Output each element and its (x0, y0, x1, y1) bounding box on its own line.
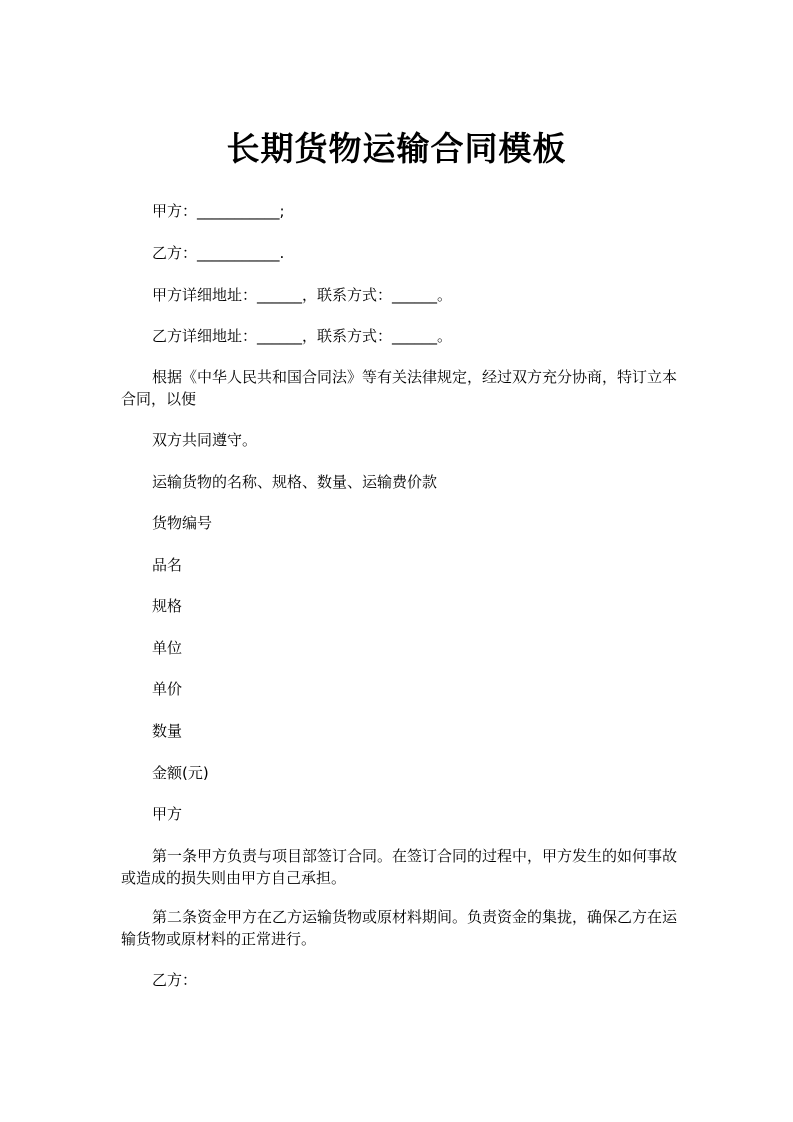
article-one: 第一条甲方负责与项目部签订合同。在签订合同的过程中，甲方发生的如何事故或造成的损失则由甲方自己承担。 (121, 847, 678, 887)
party-a-address-line: 甲方详细地址：______，联系方式：______。 (152, 286, 453, 304)
article-two: 第二条资金甲方在乙方运输货物或原材料期间。负责资金的集拢，确保乙方在运输货物或原材料的正常进行。 (121, 908, 678, 948)
party-a-heading: 甲方 (152, 805, 183, 823)
party-b-line: 乙方：___________. (152, 244, 285, 262)
field-unit-price: 单价 (152, 680, 183, 698)
party-a-line: 甲方：___________; (152, 202, 285, 220)
field-unit: 单位 (152, 639, 183, 657)
field-product-name: 品名 (152, 556, 183, 574)
field-quantity: 数量 (152, 722, 183, 740)
document-title: 长期货物运输合同模板 (226, 129, 567, 168)
field-goods-number: 货物编号 (152, 514, 213, 532)
preamble-continuation: 双方共同遵守。 (152, 431, 258, 449)
party-b-address-line: 乙方详细地址：______，联系方式：______。 (152, 327, 453, 345)
preamble-paragraph: 根据《中华人民共和国合同法》等有关法律规定，经过双方充分协商，特订立本合同，以便 (121, 368, 678, 408)
party-b-heading: 乙方： (152, 971, 198, 989)
goods-heading: 运输货物的名称、规格、数量、运输费价款 (152, 473, 438, 491)
field-amount: 金额(元) (152, 764, 209, 782)
field-specification: 规格 (152, 597, 183, 615)
